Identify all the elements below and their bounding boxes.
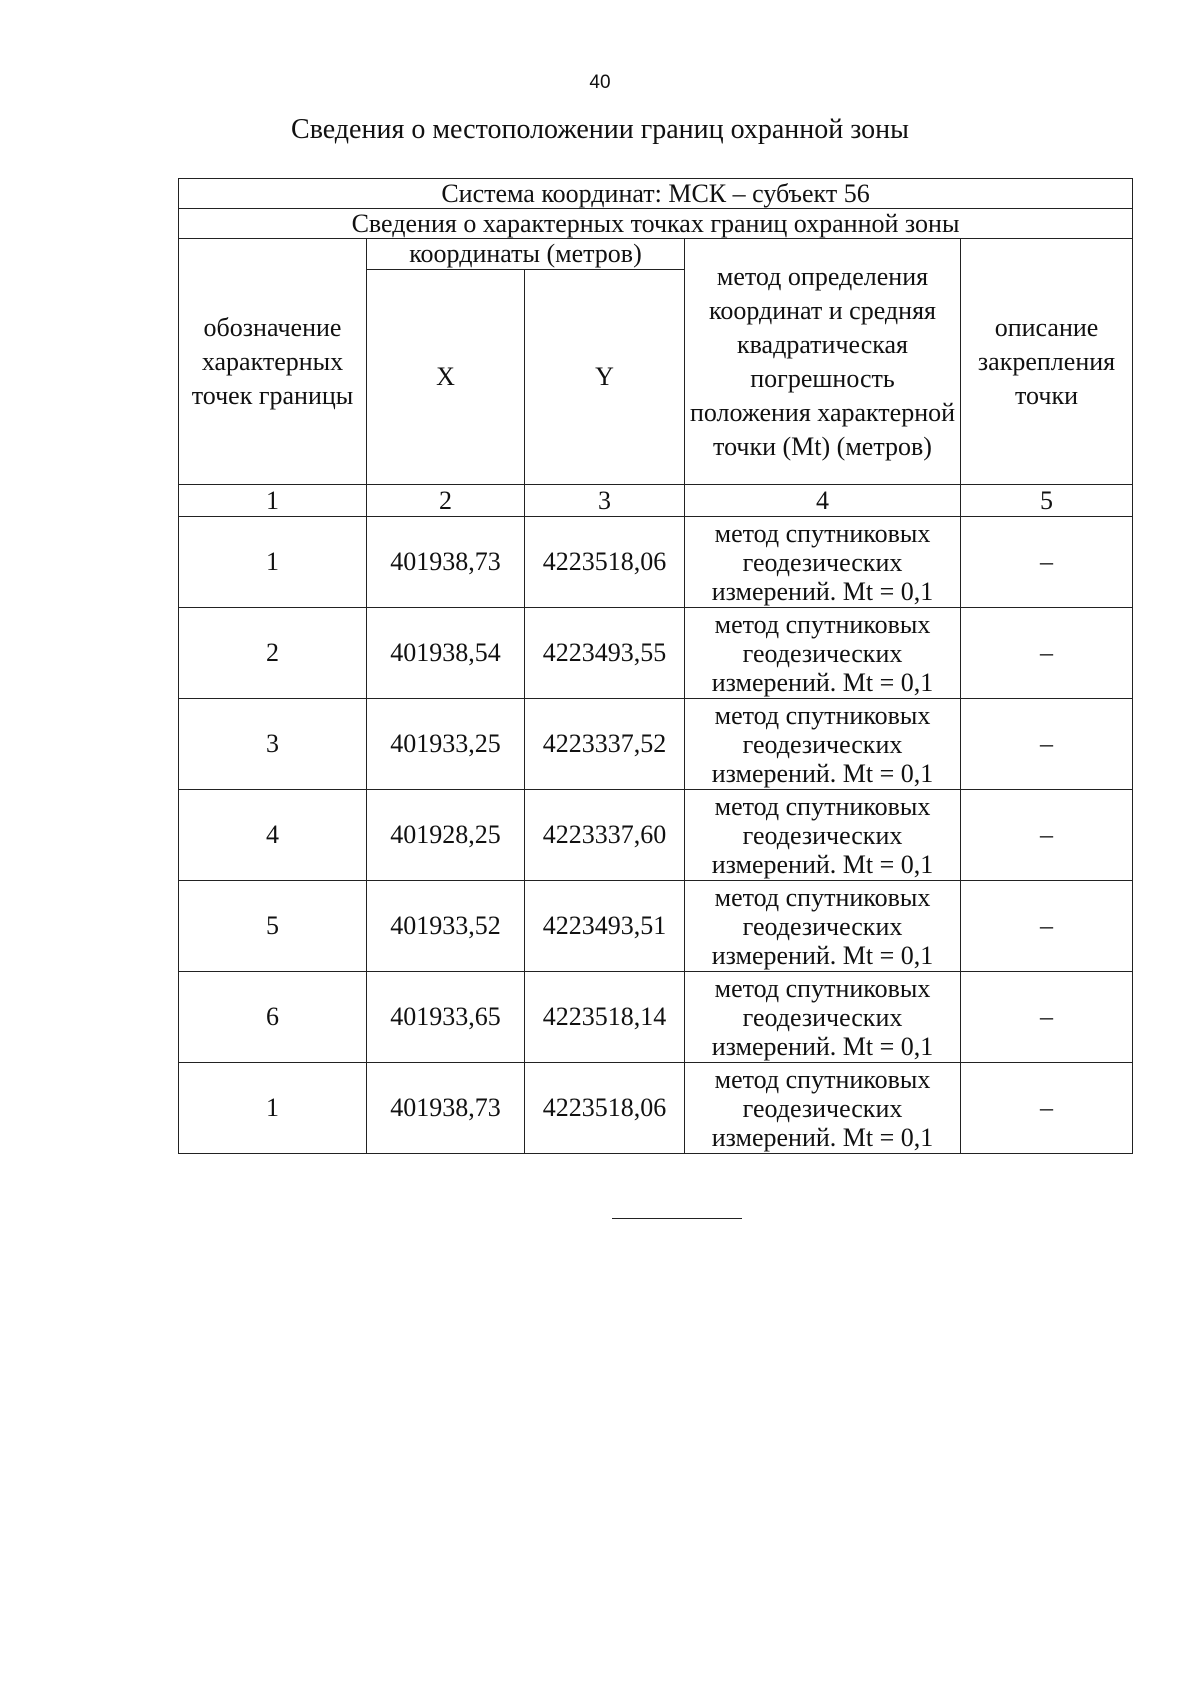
method-cell: метод спутниковых геодезических измерений. Mt = 0,1 <box>685 972 961 1063</box>
column-number: 1 <box>179 485 367 517</box>
point-number-cell: 5 <box>179 881 367 972</box>
description-cell: – <box>961 1063 1133 1154</box>
method-cell: метод спутниковых геодезических измерений. Mt = 0,1 <box>685 608 961 699</box>
point-number-cell: 1 <box>179 517 367 608</box>
table-row <box>179 972 1133 1063</box>
end-separator-line <box>612 1218 742 1219</box>
method-cell: метод спутниковых геодезических измерений. Mt = 0,1 <box>685 517 961 608</box>
table-row <box>179 608 1133 699</box>
table-row <box>179 1063 1133 1154</box>
header-x: X <box>367 270 525 485</box>
column-number-row <box>179 485 1133 517</box>
table-row <box>179 517 1133 608</box>
point-number-cell: 4 <box>179 790 367 881</box>
table-row <box>179 790 1133 881</box>
header-method: метод определения координат и средняя квадратическая погрешность положения характерной точки (Mt) (метров) <box>685 239 961 485</box>
point-number-cell: 1 <box>179 1063 367 1154</box>
column-number: 3 <box>525 485 685 517</box>
description-cell: – <box>961 881 1133 972</box>
column-number: 4 <box>685 485 961 517</box>
table-row <box>179 881 1133 972</box>
point-number-cell: 3 <box>179 699 367 790</box>
description-cell: – <box>961 790 1133 881</box>
y-coordinate-cell: 4223337,60 <box>525 790 685 881</box>
header-description: описание закрепления точки <box>961 239 1133 485</box>
y-coordinate-cell: 4223337,52 <box>525 699 685 790</box>
x-coordinate-cell: 401933,65 <box>367 972 525 1063</box>
section-title-row <box>179 209 1133 239</box>
y-coordinate-cell: 4223518,06 <box>525 517 685 608</box>
table-row <box>179 699 1133 790</box>
description-cell: – <box>961 517 1133 608</box>
column-number: 2 <box>367 485 525 517</box>
description-cell: – <box>961 972 1133 1063</box>
header-coordinates: координаты (метров) <box>367 239 685 270</box>
description-cell: – <box>961 608 1133 699</box>
header-row <box>179 239 1133 270</box>
method-cell: метод спутниковых геодезических измерений. Mt = 0,1 <box>685 1063 961 1154</box>
y-coordinate-cell: 4223493,55 <box>525 608 685 699</box>
x-coordinate-cell: 401938,54 <box>367 608 525 699</box>
document-title: Сведения о местоположении границ охранной зоны <box>291 114 909 145</box>
table-body <box>179 179 1133 1154</box>
y-coordinate-cell: 4223518,14 <box>525 972 685 1063</box>
boundary-points-table <box>178 178 1133 1154</box>
y-coordinate-cell: 4223518,06 <box>525 1063 685 1154</box>
x-coordinate-cell: 401938,73 <box>367 1063 525 1154</box>
point-number-cell: 2 <box>179 608 367 699</box>
coord-system-row <box>179 179 1133 209</box>
method-cell: метод спутниковых геодезических измерений. Mt = 0,1 <box>685 881 961 972</box>
header-y: Y <box>525 270 685 485</box>
coord-system-cell: Система координат: МСК – субъект 56 <box>179 179 1133 209</box>
x-coordinate-cell: 401933,25 <box>367 699 525 790</box>
column-number: 5 <box>961 485 1133 517</box>
method-cell: метод спутниковых геодезических измерений. Mt = 0,1 <box>685 699 961 790</box>
method-cell: метод спутниковых геодезических измерений. Mt = 0,1 <box>685 790 961 881</box>
section-title-cell: Сведения о характерных точках границ охранной зоны <box>179 209 1133 239</box>
x-coordinate-cell: 401928,25 <box>367 790 525 881</box>
page-number: 40 <box>589 72 611 93</box>
description-cell: – <box>961 699 1133 790</box>
point-number-cell: 6 <box>179 972 367 1063</box>
y-coordinate-cell: 4223493,51 <box>525 881 685 972</box>
x-coordinate-cell: 401938,73 <box>367 517 525 608</box>
header-point-designation: обозначение характерных точек границы <box>179 239 367 485</box>
x-coordinate-cell: 401933,52 <box>367 881 525 972</box>
